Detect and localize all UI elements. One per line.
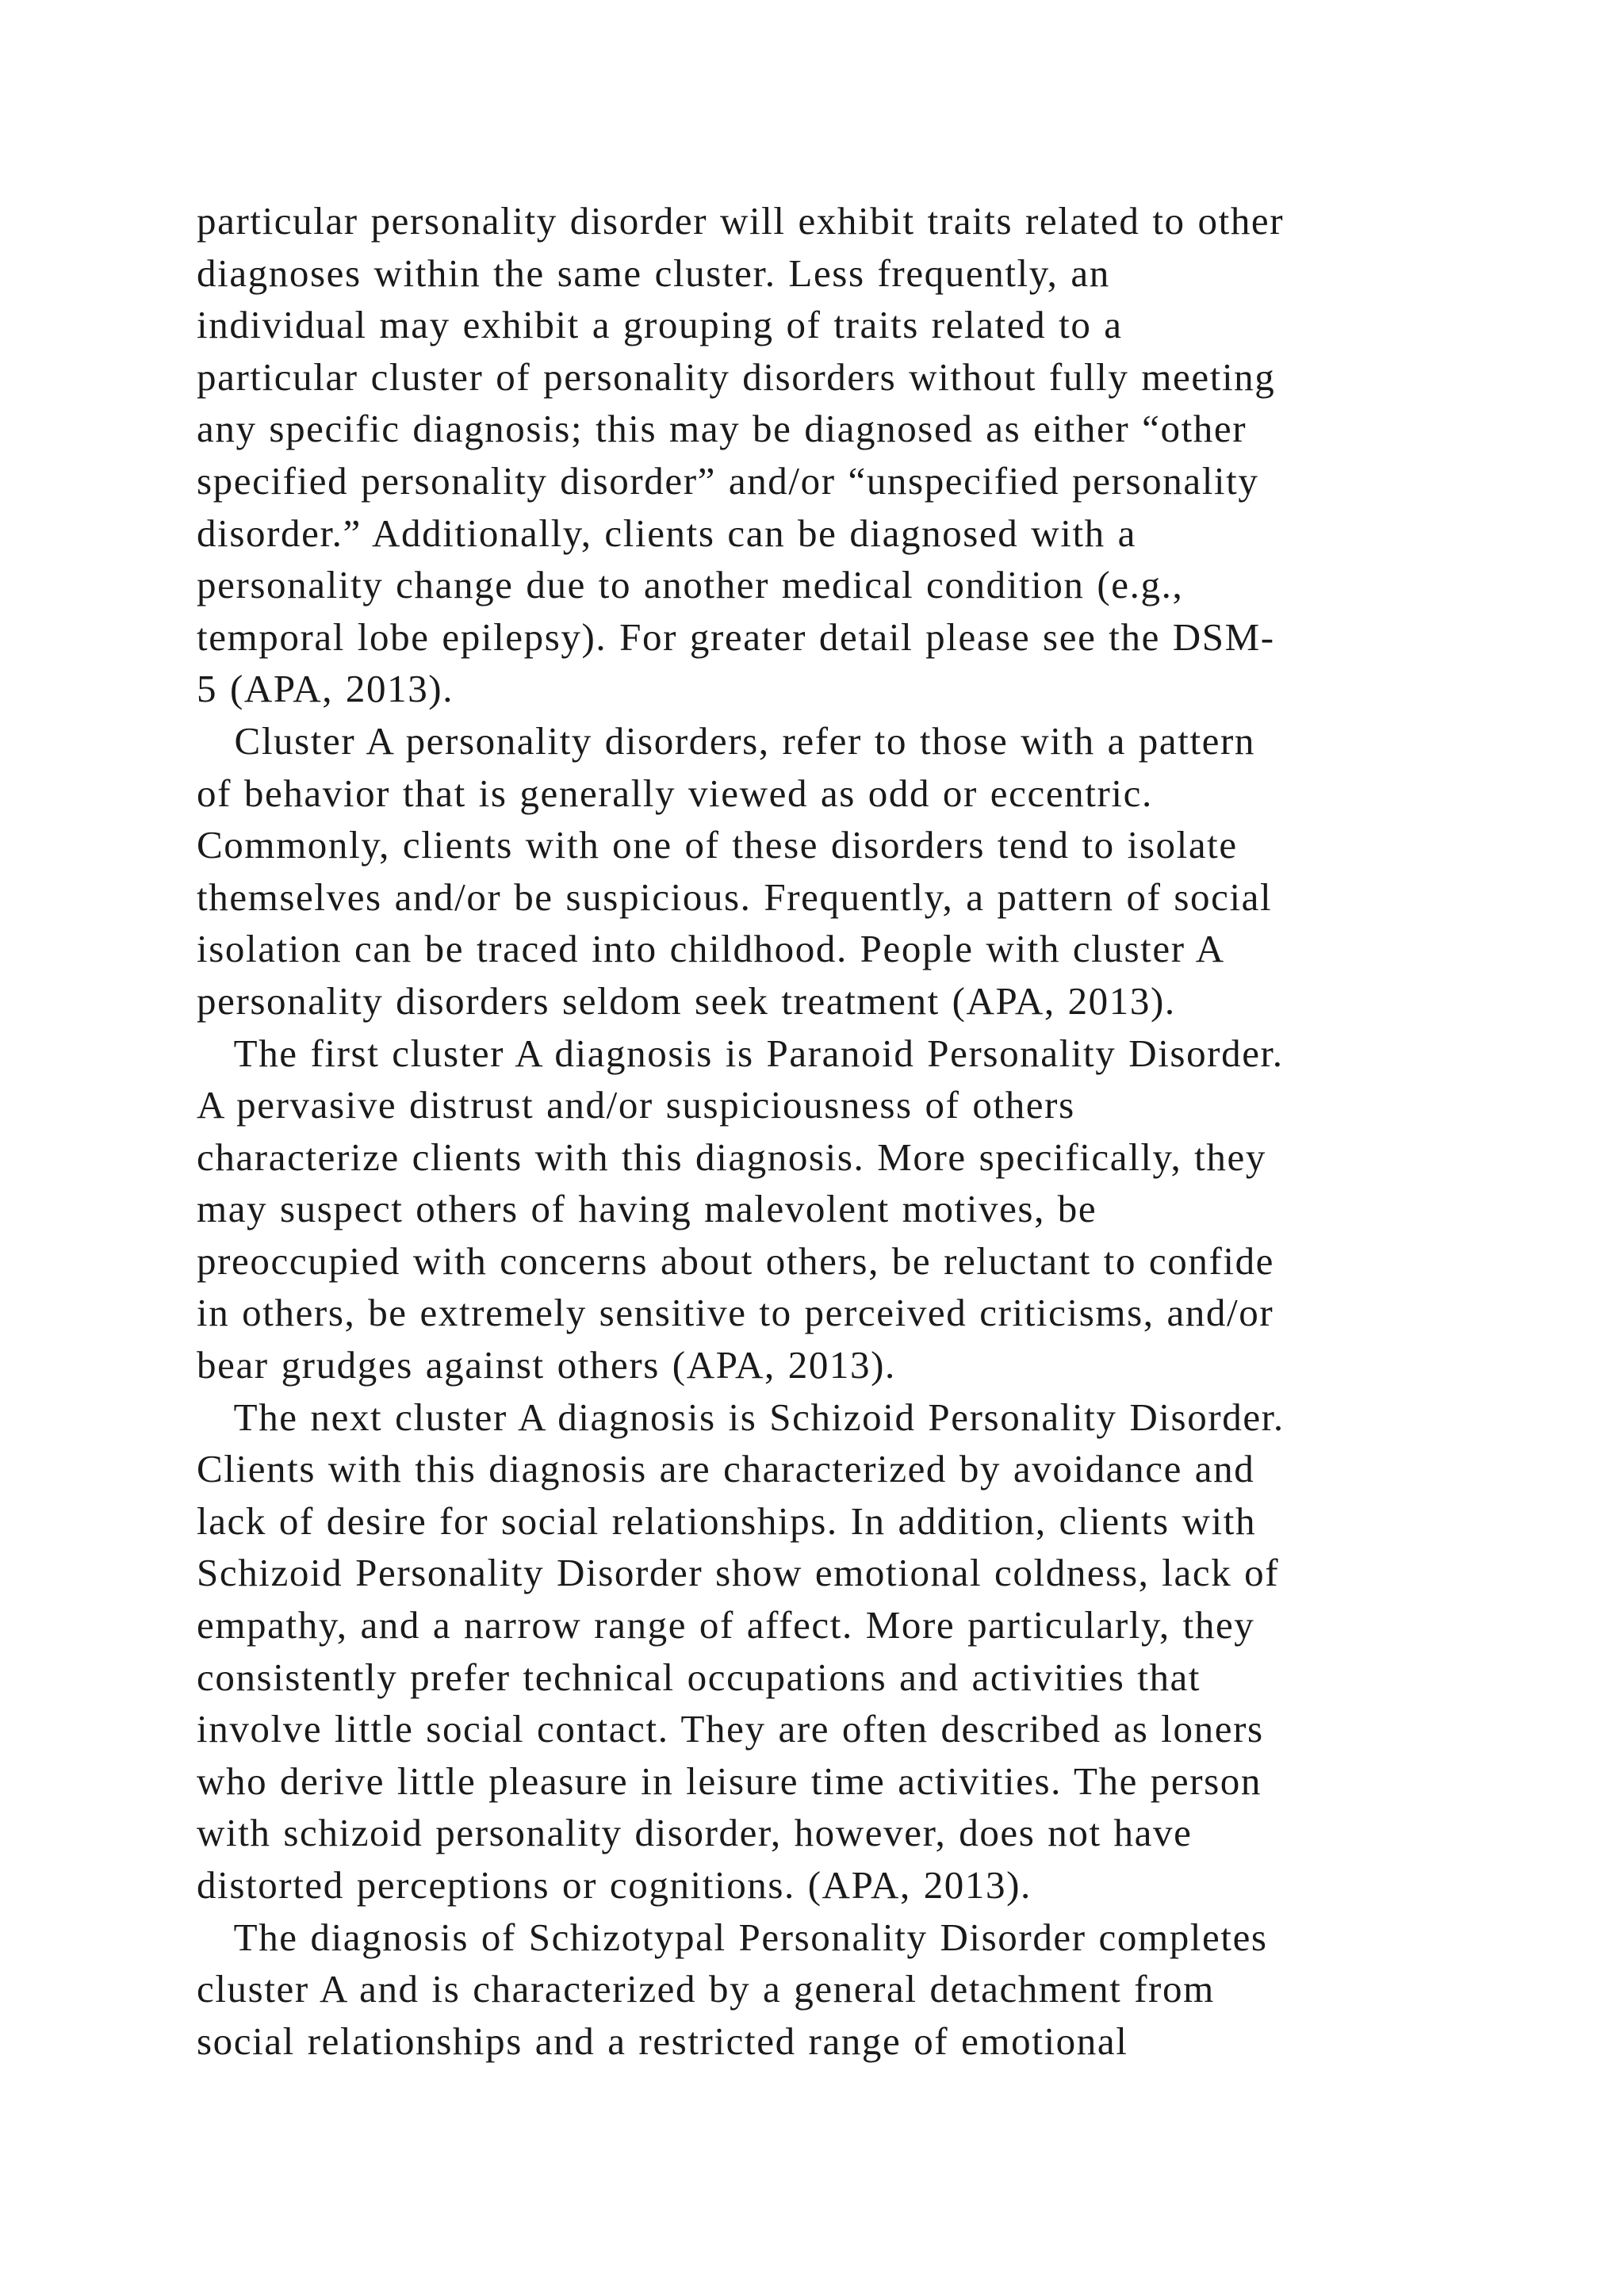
text-line: who derive little pleasure in leisure time activities. The person	[197, 1758, 1262, 1803]
text-line: any specific diagnosis; this may be diagnosed as either “other	[197, 407, 1247, 451]
text-line: consistently prefer technical occupations and activities that	[197, 1655, 1201, 1699]
text-line: empathy, and a narrow range of affect. More particularly, they	[197, 1603, 1255, 1647]
body-text	[197, 195, 1561, 2067]
text-line: diagnoses within the same cluster. Less frequently, an	[197, 251, 1110, 295]
text-line: themselves and/or be suspicious. Frequently, a pattern of social	[197, 874, 1273, 919]
text-line: cluster A and is characterized by a general detachment from	[197, 1967, 1215, 2011]
text-line: particular cluster of personality disorders without fully meeting	[197, 354, 1276, 399]
text-line: individual may exhibit a grouping of traits related to a	[197, 303, 1123, 347]
text-line: of behavior that is generally viewed as odd or eccentric.	[197, 771, 1153, 815]
text-line: personality disorders seldom seek treatment (APA, 2013).	[197, 978, 1176, 1023]
text-line: lack of desire for social relationships. In addition, clients with	[197, 1498, 1257, 1543]
text-line: Commonly, clients with one of these disorders tend to isolate	[197, 823, 1238, 867]
text-line: distorted perceptions or cognitions. (APA, 2013).	[197, 1863, 1032, 1907]
text-line: involve little social contact. They are often described as loners	[197, 1707, 1264, 1751]
text-line: may suspect others of having malevolent motives, be	[197, 1187, 1097, 1231]
text-line: with schizoid personality disorder, however, does not have	[197, 1811, 1193, 1855]
text-line: in others, be extremely sensitive to perceived criticisms, and/or	[197, 1291, 1274, 1335]
text-line: A pervasive distrust and/or suspiciousness of others	[197, 1083, 1075, 1127]
text-line: The diagnosis of Schizotypal Personality Disorder completes	[197, 1915, 1268, 1959]
text-line: isolation can be traced into childhood. People with cluster A	[197, 927, 1225, 971]
text-line: bear grudges against others (APA, 2013).	[197, 1343, 896, 1387]
text-line: temporal lobe epilepsy). For greater detail please see the DSM-	[197, 614, 1275, 659]
text-line: social relationships and a restricted range of emotional	[197, 2019, 1128, 2063]
text-line: Cluster A personality disorders, refer to those with a pattern	[197, 718, 1256, 763]
text-line: Schizoid Personality Disorder show emotional coldness, lack of	[197, 1551, 1280, 1595]
text-line: The first cluster A diagnosis is Paranoid Personality Disorder.	[197, 1031, 1284, 1075]
text-line: specified personality disorder” and/or “unspecified personality	[197, 458, 1259, 503]
text-line: Clients with this diagnosis are characterized by avoidance and	[197, 1447, 1255, 1491]
text-line: 5 (APA, 2013).	[197, 667, 454, 711]
text-line: characterize clients with this diagnosis. More specifically, they	[197, 1135, 1266, 1179]
text-line: The next cluster A diagnosis is Schizoid Personality Disorder.	[197, 1395, 1285, 1439]
text-line: preoccupied with concerns about others, be reluctant to confide	[197, 1238, 1275, 1283]
text-line: personality change due to another medical condition (e.g.,	[197, 563, 1184, 607]
text-line: disorder.” Additionally, clients can be diagnosed with a	[197, 511, 1136, 555]
text-line: particular personality disorder will exhibit traits related to other	[197, 199, 1285, 243]
